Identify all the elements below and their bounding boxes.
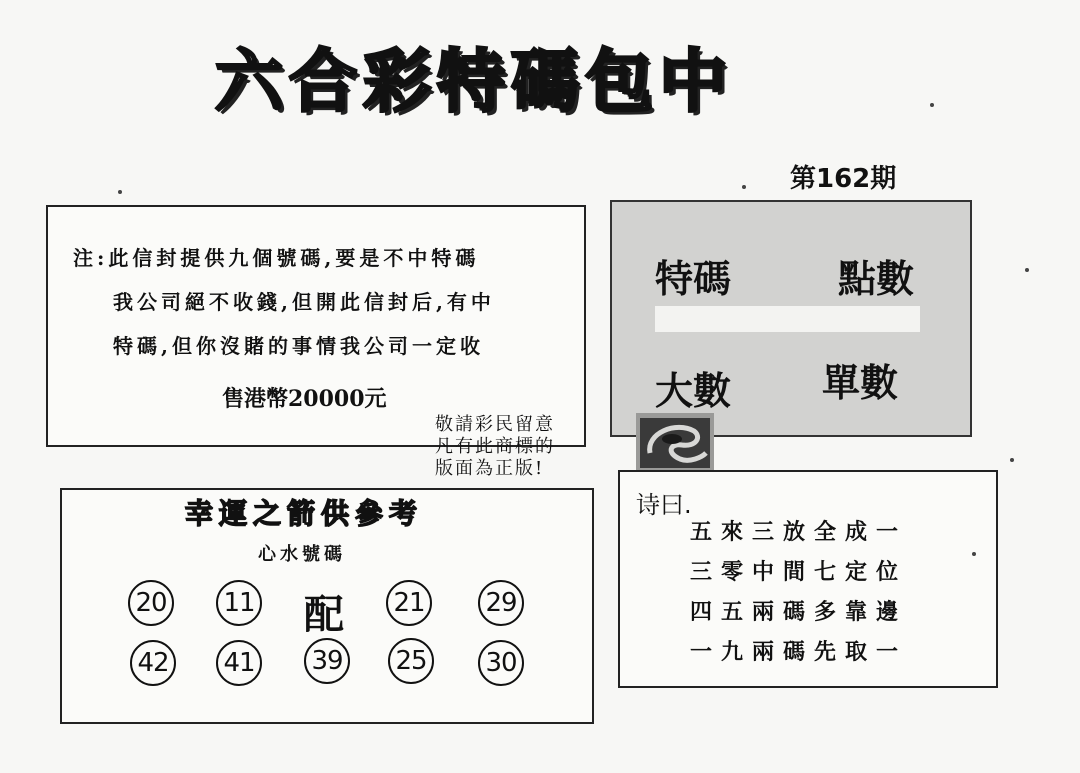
notice-line-3: 版面為正版! xyxy=(435,458,545,479)
page-title: 六合彩特碼包中 xyxy=(215,43,734,122)
poem-line-3: 四五兩碼多靠邊 xyxy=(690,599,908,625)
number-ball: 39 xyxy=(304,638,350,684)
number-ball: 20 xyxy=(128,580,174,626)
odd-number-label: 單數 xyxy=(822,361,899,405)
poem-heading: 诗曰. xyxy=(636,491,692,519)
scan-speck xyxy=(1025,268,1029,272)
number-ball: 41 xyxy=(216,640,262,686)
scan-speck xyxy=(742,185,746,189)
authenticity-notice xyxy=(435,414,635,480)
shaded-divider xyxy=(655,306,920,332)
trademark-logo xyxy=(636,413,714,473)
number-ball: 29 xyxy=(478,580,524,626)
scan-speck xyxy=(1010,458,1014,462)
poem-line-2: 三零中間七定位 xyxy=(690,559,908,585)
note-line-1: 注:此信封提供九個號碼,要是不中特碼 xyxy=(73,246,480,270)
poem-lines xyxy=(690,512,907,672)
notice-line-2: 凡有此商標的 xyxy=(435,436,555,457)
number-ball: 25 xyxy=(388,638,434,684)
note-text xyxy=(73,236,578,368)
big-number-label: 大數 xyxy=(655,369,732,413)
poem-line-1: 五來三放全成一 xyxy=(690,519,908,545)
lucky-title: 幸運之箭供參考 xyxy=(185,497,424,530)
issue-number: 第162期 xyxy=(790,164,897,194)
heart-numbers-label: 心水號碼 xyxy=(258,544,346,565)
note-line-3: 特碼,但你沒賭的事情我公司一定收 xyxy=(113,334,484,358)
number-ball: 42 xyxy=(130,640,176,686)
scan-speck xyxy=(930,103,934,107)
number-ball: 30 xyxy=(478,640,524,686)
note-line-2: 我公司絕不收錢,但開此信封后,有中 xyxy=(113,290,495,314)
notice-line-1: 敬請彩民留意 xyxy=(435,414,555,435)
pair-char: 配 xyxy=(304,591,344,638)
number-ball: 11 xyxy=(216,580,262,626)
price-text: 售港幣20000元 xyxy=(222,386,387,412)
scan-speck xyxy=(972,552,976,556)
points-label: 點數 xyxy=(838,257,915,301)
special-code-label: 特碼 xyxy=(655,257,732,301)
number-ball: 21 xyxy=(386,580,432,626)
scan-speck xyxy=(118,190,122,194)
poem-line-4: 一九兩碼先取一 xyxy=(690,639,908,665)
